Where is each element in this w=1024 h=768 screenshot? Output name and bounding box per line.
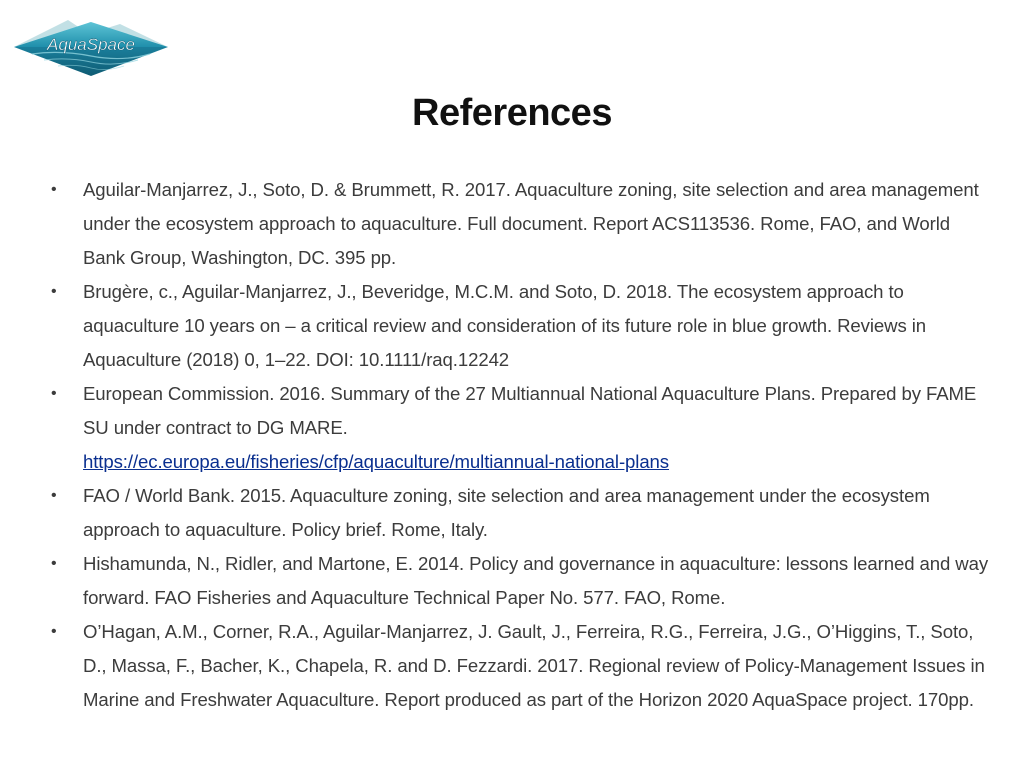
- reference-text: Brugère, c., Aguilar-Manjarrez, J., Beveridge, M.C.M. and Soto, D. 2018. The ecosystem approach to aquaculture 10 years on – a critical review and consideration of its future role in blue growth. Reviews in Aquaculture (2018) 0, 1–22. DOI: 10.1111/raq.12242: [83, 281, 926, 370]
- bullet-icon: •: [51, 623, 57, 640]
- reference-text: FAO / World Bank. 2015. Aquaculture zoning, site selection and area management under the ecosystem approach to aquaculture. Policy brief. Rome, Italy.: [83, 485, 930, 540]
- page-title: References: [412, 92, 612, 134]
- logo-text: AquaSpace: [47, 35, 135, 54]
- reference-item: [44, 479, 994, 547]
- references-list: [44, 173, 994, 717]
- bullet-icon: •: [51, 555, 57, 572]
- reference-text: O’Hagan, A.M., Corner, R.A., Aguilar-Manjarrez, J. Gault, J., Ferreira, R.G., Ferreira, J.G., O’Higgins, T., Soto, D., Massa, F., Bacher, K., Chapela, R. and D. Fezzardi. 2017. Regional review of Policy-Management Issues in Marine and Freshwater Aquaculture. Report produced as part of the Horizon 2020 AquaSpace project. 170pp.: [83, 621, 985, 710]
- reference-text: Aguilar-Manjarrez, J., Soto, D. & Brummett, R. 2017. Aquaculture zoning, site selection and area management under the ecosystem approach to aquaculture. Full document. Report ACS113536. Rome, FAO, and World Bank Group, Washington, DC. 395 pp.: [83, 179, 979, 268]
- logo-graphic: [10, 14, 172, 80]
- bullet-icon: •: [51, 487, 57, 504]
- reference-item: [44, 275, 994, 377]
- bullet-icon: •: [51, 385, 57, 402]
- bullet-icon: •: [51, 181, 57, 198]
- reference-link[interactable]: https://ec.europa.eu/fisheries/cfp/aquaculture/multiannual-national-plans: [83, 451, 669, 472]
- bullet-icon: •: [51, 283, 57, 300]
- reference-item: [44, 377, 994, 479]
- reference-text: Hishamunda, N., Ridler, and Martone, E. 2014. Policy and governance in aquaculture: lessons learned and way forward. FAO Fisheries and Aquaculture Technical Paper No. 577. FAO, Rome.: [83, 553, 989, 608]
- reference-item: [44, 615, 994, 717]
- aquaspace-logo: [10, 14, 172, 80]
- reference-item: [44, 547, 994, 615]
- reference-text: European Commission. 2016. Summary of the 27 Multiannual National Aquaculture Plans. Prepared by FAME SU under contract to DG MARE.: [83, 383, 977, 438]
- reference-item: [44, 173, 994, 275]
